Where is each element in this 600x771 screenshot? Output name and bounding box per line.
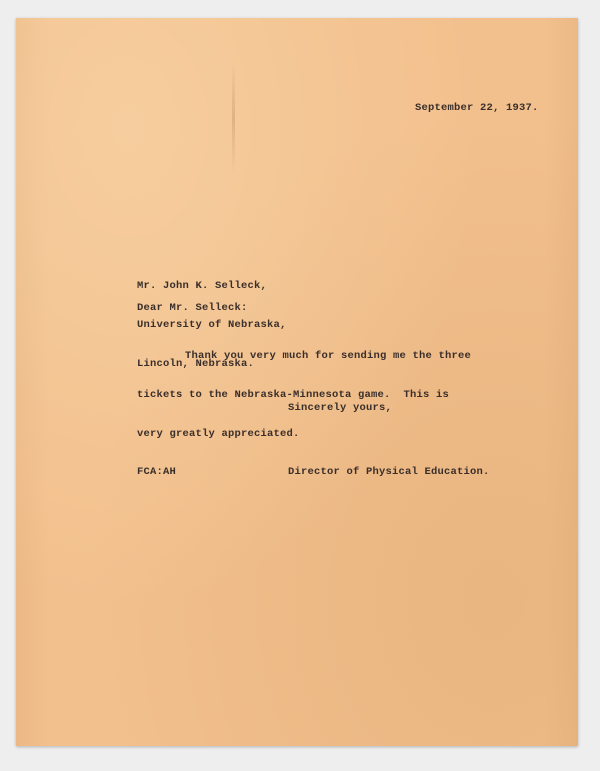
paper-crease <box>232 63 235 173</box>
letter-date: September 22, 1937. <box>415 102 539 114</box>
signer-title: Director of Physical Education. <box>288 466 490 478</box>
reference-initials: FCA:AH <box>137 466 177 478</box>
letter-body <box>137 324 471 467</box>
complimentary-closing: Sincerely yours, <box>288 402 393 414</box>
recipient-name: Mr. John K. Selleck, <box>137 280 268 292</box>
body-line: very greatly appreciated. <box>137 428 300 440</box>
body-line: tickets to the Nebraska-Minnesota game. This is <box>137 389 450 401</box>
body-line: Thank you very much for sending me the three <box>185 350 472 362</box>
salutation: Dear Mr. Selleck: <box>137 302 248 314</box>
recipient-city: Lincoln, Nebraska. <box>137 358 255 370</box>
recipient-institution: University of Nebraska, <box>137 319 287 331</box>
